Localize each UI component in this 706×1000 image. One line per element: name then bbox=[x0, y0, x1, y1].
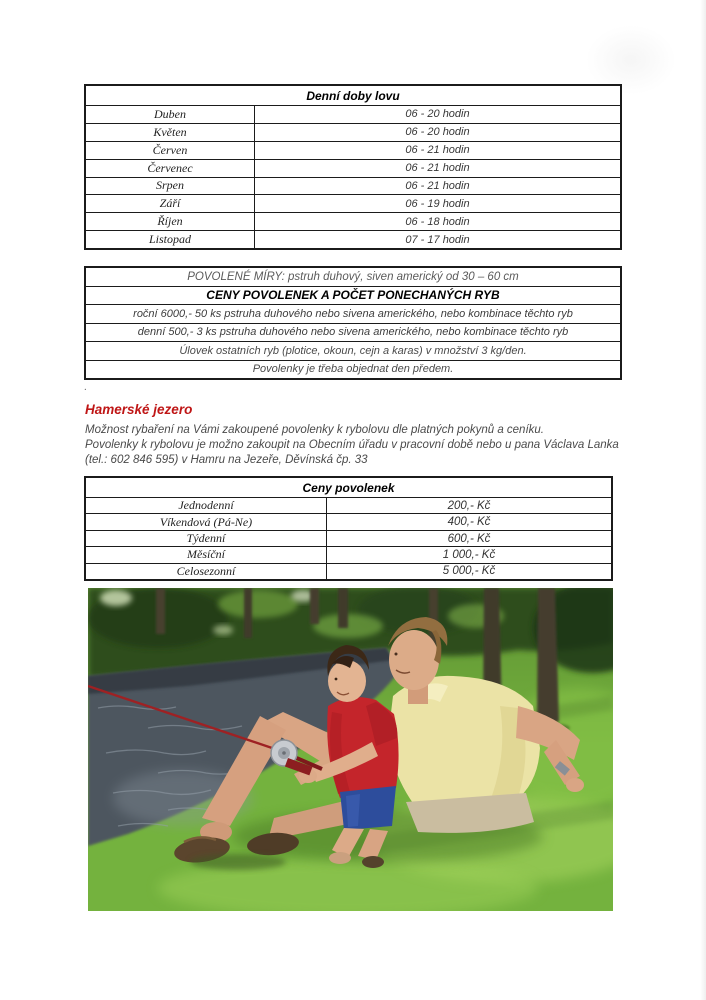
scan-edge-shadow bbox=[700, 0, 706, 1000]
table-row bbox=[86, 141, 620, 159]
hours-cell: 06 - 21 hodin bbox=[405, 144, 470, 157]
boy-eye bbox=[335, 678, 338, 681]
rule-cell: Úlovek ostatních ryb (plotice, okoun, cejn a karas) v množství 3 kg/den. bbox=[179, 344, 527, 357]
man-eye bbox=[395, 653, 398, 656]
month-cell: Září bbox=[86, 195, 255, 212]
stray-period: . bbox=[84, 381, 87, 393]
shorts-highlight bbox=[346, 794, 360, 827]
rules-title: CENY POVOLENEK A POČET PONECHANÝCH RYB bbox=[206, 288, 500, 303]
hours-cell: 06 - 18 hodin bbox=[405, 215, 470, 228]
table-row bbox=[86, 530, 611, 546]
permit-type-cell: Víkendová (Pá-Ne) bbox=[86, 514, 327, 529]
rule-cell: denní 500,- 3 ks pstruha duhového nebo sivena amerického, nebo kombinace těchto ryb bbox=[137, 326, 569, 339]
month-cell: Listopad bbox=[86, 231, 255, 248]
hours-cell: 06 - 19 hodin bbox=[405, 197, 470, 210]
photo-illustration bbox=[88, 588, 613, 911]
month-cell: Červen bbox=[86, 142, 255, 159]
table-row bbox=[86, 194, 620, 212]
permit-price-cell: 5 000,- Kč bbox=[442, 565, 496, 578]
month-cell: Říjen bbox=[86, 213, 255, 230]
boy-foot bbox=[329, 852, 351, 864]
table-header-row bbox=[86, 286, 620, 305]
table-header-row bbox=[86, 478, 611, 497]
tree-trunk bbox=[310, 588, 319, 624]
table-row bbox=[86, 323, 620, 342]
rule-cell: Povolenky je třeba objednat den předem. bbox=[252, 363, 454, 376]
fishing-times-table bbox=[84, 84, 622, 250]
man-hand bbox=[566, 778, 584, 792]
tree-trunk bbox=[244, 588, 252, 638]
table-row bbox=[86, 304, 620, 323]
section-paragraph bbox=[85, 423, 645, 469]
section-heading-hamerske-jezero: Hamerské jezero bbox=[85, 402, 193, 417]
table-row bbox=[86, 105, 620, 123]
permit-price-cell: 600,- Kč bbox=[447, 532, 491, 545]
table-row bbox=[86, 360, 620, 379]
hours-cell: 06 - 20 hodin bbox=[405, 108, 470, 121]
permit-price-cell: 400,- Kč bbox=[447, 516, 491, 529]
permit-type-cell: Jednodenní bbox=[86, 498, 327, 513]
table-row bbox=[86, 497, 611, 513]
month-cell: Srpen bbox=[86, 178, 255, 195]
photo-father-son-fishing bbox=[88, 588, 613, 911]
tree-trunk bbox=[156, 588, 165, 634]
reel-spindle bbox=[282, 751, 286, 755]
hours-cell: 06 - 20 hodin bbox=[405, 126, 470, 139]
month-cell: Květen bbox=[86, 124, 255, 141]
paragraph-line: Povolenky k rybolovu je možno zakoupit na Obecním úřadu v pracovní době nebo u pana Václava Lanka bbox=[85, 439, 619, 452]
table-row bbox=[86, 123, 620, 141]
man-head bbox=[389, 630, 439, 690]
rule-cell: roční 6000,- 50 ks pstruha duhového nebo sivena amerického, nebo kombinace těchto ryb bbox=[133, 307, 573, 320]
table-row bbox=[86, 177, 620, 195]
month-cell: Červenec bbox=[86, 160, 255, 177]
prices-title: Ceny povolenek bbox=[302, 480, 395, 495]
hours-cell: 06 - 21 hodin bbox=[405, 162, 470, 175]
table-row bbox=[86, 563, 611, 579]
permit-rules-table bbox=[84, 266, 622, 380]
permit-price-cell: 200,- Kč bbox=[447, 499, 491, 512]
sky-gap bbox=[213, 625, 233, 635]
month-cell: Duben bbox=[86, 106, 255, 123]
sky-gap bbox=[100, 590, 132, 606]
sandal-shadow bbox=[190, 854, 286, 870]
permit-price-cell: 1 000,- Kč bbox=[442, 548, 496, 561]
rule-cell: POVOLENÉ MÍRY: pstruh duhový, siven americký od 30 – 60 cm bbox=[187, 270, 519, 283]
paragraph-line: (tel.: 602 846 595) v Hamru na Jezeře, Děvínská čp. 33 bbox=[85, 454, 368, 467]
tree-trunk bbox=[338, 588, 348, 628]
hours-cell: 07 - 17 hodin bbox=[405, 233, 470, 246]
table-row bbox=[86, 513, 611, 529]
table-row bbox=[86, 546, 611, 562]
table-header-row bbox=[86, 86, 620, 105]
permit-type-cell: Týdenní bbox=[86, 531, 327, 546]
table-row bbox=[86, 341, 620, 360]
foliage-light bbox=[218, 590, 298, 618]
paragraph-line: Možnost rybaření na Vámi zakoupené povolenky k rybolovu dle platných pokynů a ceníku. bbox=[85, 424, 544, 436]
permit-type-cell: Měsíční bbox=[86, 547, 327, 562]
permit-type-cell: Celosezonní bbox=[86, 564, 327, 579]
fishing-times-title: Denní doby lovu bbox=[306, 88, 400, 103]
table-row bbox=[86, 212, 620, 230]
boy-sandal bbox=[362, 856, 384, 868]
hours-cell: 06 - 21 hodin bbox=[405, 179, 470, 192]
table-row bbox=[86, 159, 620, 177]
permit-prices-table bbox=[84, 476, 613, 581]
table-row bbox=[86, 230, 620, 248]
table-row bbox=[86, 268, 620, 286]
